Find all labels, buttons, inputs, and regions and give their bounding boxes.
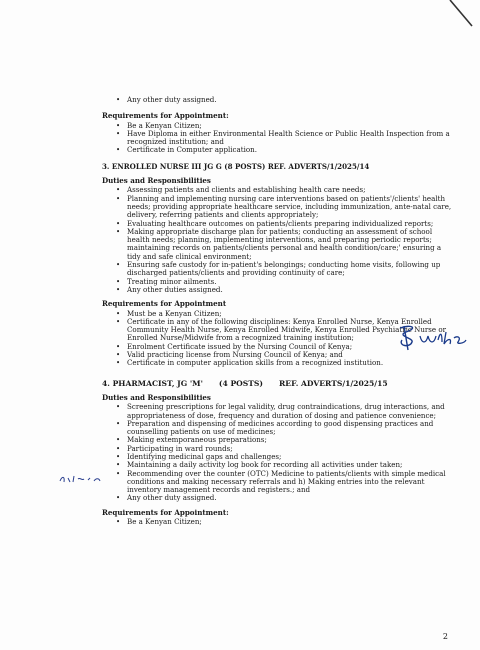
list-item: • Treating minor ailments. (102, 278, 454, 286)
pharmacist-requirements-list (102, 518, 454, 526)
nurse-duties-list (102, 186, 454, 294)
list-item: • Any other duties assigned. (102, 286, 454, 294)
page-number: 2 (442, 632, 448, 641)
pharmacist-duties-list (102, 403, 454, 503)
list-item: • Preparation and dispensing of medicines according to good dispensing practices and counselling patients on use of medicines; (102, 420, 454, 437)
handwritten-signature (392, 322, 472, 352)
document-body (102, 96, 454, 526)
list-item: • Be a Kenyan Citizen; (102, 518, 454, 526)
list-item: • Must be a Kenyan Citizen; (102, 310, 454, 318)
post-heading-pharmacist (102, 380, 454, 388)
requirements-heading: Requirements for Appointment: (102, 507, 229, 517)
list-item: • Have Diploma in either Environmental Health Science or Public Health Inspection from a recognized institution; and (102, 130, 454, 147)
post-heading-enrolled-nurse: 3. ENROLLED NURSE III JG G (8 POSTS) REF. ADVERTS/1/2025/14 (102, 161, 370, 171)
list-item: • Recommending over the counter (OTC) Medicine to patients/clients with simple medical conditions and making necessary referrals and h) Making entries into the relevant inventory management records and registers.; and (102, 470, 454, 495)
duties-heading: Duties and Responsibilities (102, 392, 211, 402)
handwritten-mark (56, 472, 106, 486)
list-item: • Assessing patients and clients and establishing health care needs; (102, 186, 454, 194)
list-item: • Any other duty assigned. (102, 96, 454, 104)
requirements-heading: Requirements for Appointment (102, 299, 227, 309)
list-item: • Identifying medicinal gaps and challenges; (102, 453, 454, 461)
list-item: • Planning and implementing nursing care interventions based on patients'/clients' health needs; providing appropriate healthcare service, including immunization, ante-natal care, delivery, referring patients and clients appropriately; (102, 195, 454, 220)
list-item: • Ensuring safe custody for in-patient's belongings; conducting home visits, following up discharged patients/clients and providing continuity of care; (102, 261, 454, 278)
list-item: • Evaluating healthcare outcomes on patients/clients preparing individualized reports; (102, 220, 454, 228)
page-corner-mark (446, 0, 476, 30)
list-item: • Making extemporaneous preparations; (102, 436, 454, 444)
list-item: • Certificate in Computer application. (102, 146, 454, 154)
duties-heading: Duties and Responsibilities (102, 176, 211, 186)
list-item: • Screening prescriptions for legal validity, drug contraindications, drug interactions, and appropriateness of dose, frequency and duration of dosing and patience convenience; (102, 403, 454, 420)
post-title: 4. PHARMACIST, JG 'M' (102, 378, 203, 388)
list-item: • Certificate in computer application skills from a recognized institution. (102, 359, 454, 367)
list-item: • Enrolment Certificate issued by the Nursing Council of Kenya; (102, 343, 454, 351)
list-item: • Making appropriate discharge plan for patients; conducting an assessment of school health needs; planning, implementing interventions, and preparing periodic reports; maintaining records on patients/clients personal and health condition/care;' ensuring a tidy and safe clinical environment; (102, 228, 454, 261)
list-item: • Maintaining a daily activity log book for recording all activities under taken; (102, 461, 454, 469)
list-item: • Any other duty assigned. (102, 494, 454, 502)
list-item: • Participating in ward rounds; (102, 445, 454, 453)
list-item: • Be a Kenyan Citizen; (102, 122, 454, 130)
prev-requirements-list (102, 122, 454, 155)
list-item: • Valid practicing license from Nursing Council of Kenya; and (102, 351, 454, 359)
requirements-heading: Requirements for Appointment: (102, 111, 229, 121)
list-item: • Certificate in any of the following disciplines: Kenya Enrolled Nurse, Kenya Enrolled Community Health Nurse, Kenya Enrolled Midwife, Kenya Enrolled Psychiatric Nurse or Enrolled Nurse/Midwife from a recognized training institution; (102, 318, 454, 343)
post-count: (4 POSTS) (218, 378, 263, 388)
post-reference: REF. ADVERTS/1/2025/15 (278, 378, 388, 388)
prev-duties-list (102, 96, 454, 104)
